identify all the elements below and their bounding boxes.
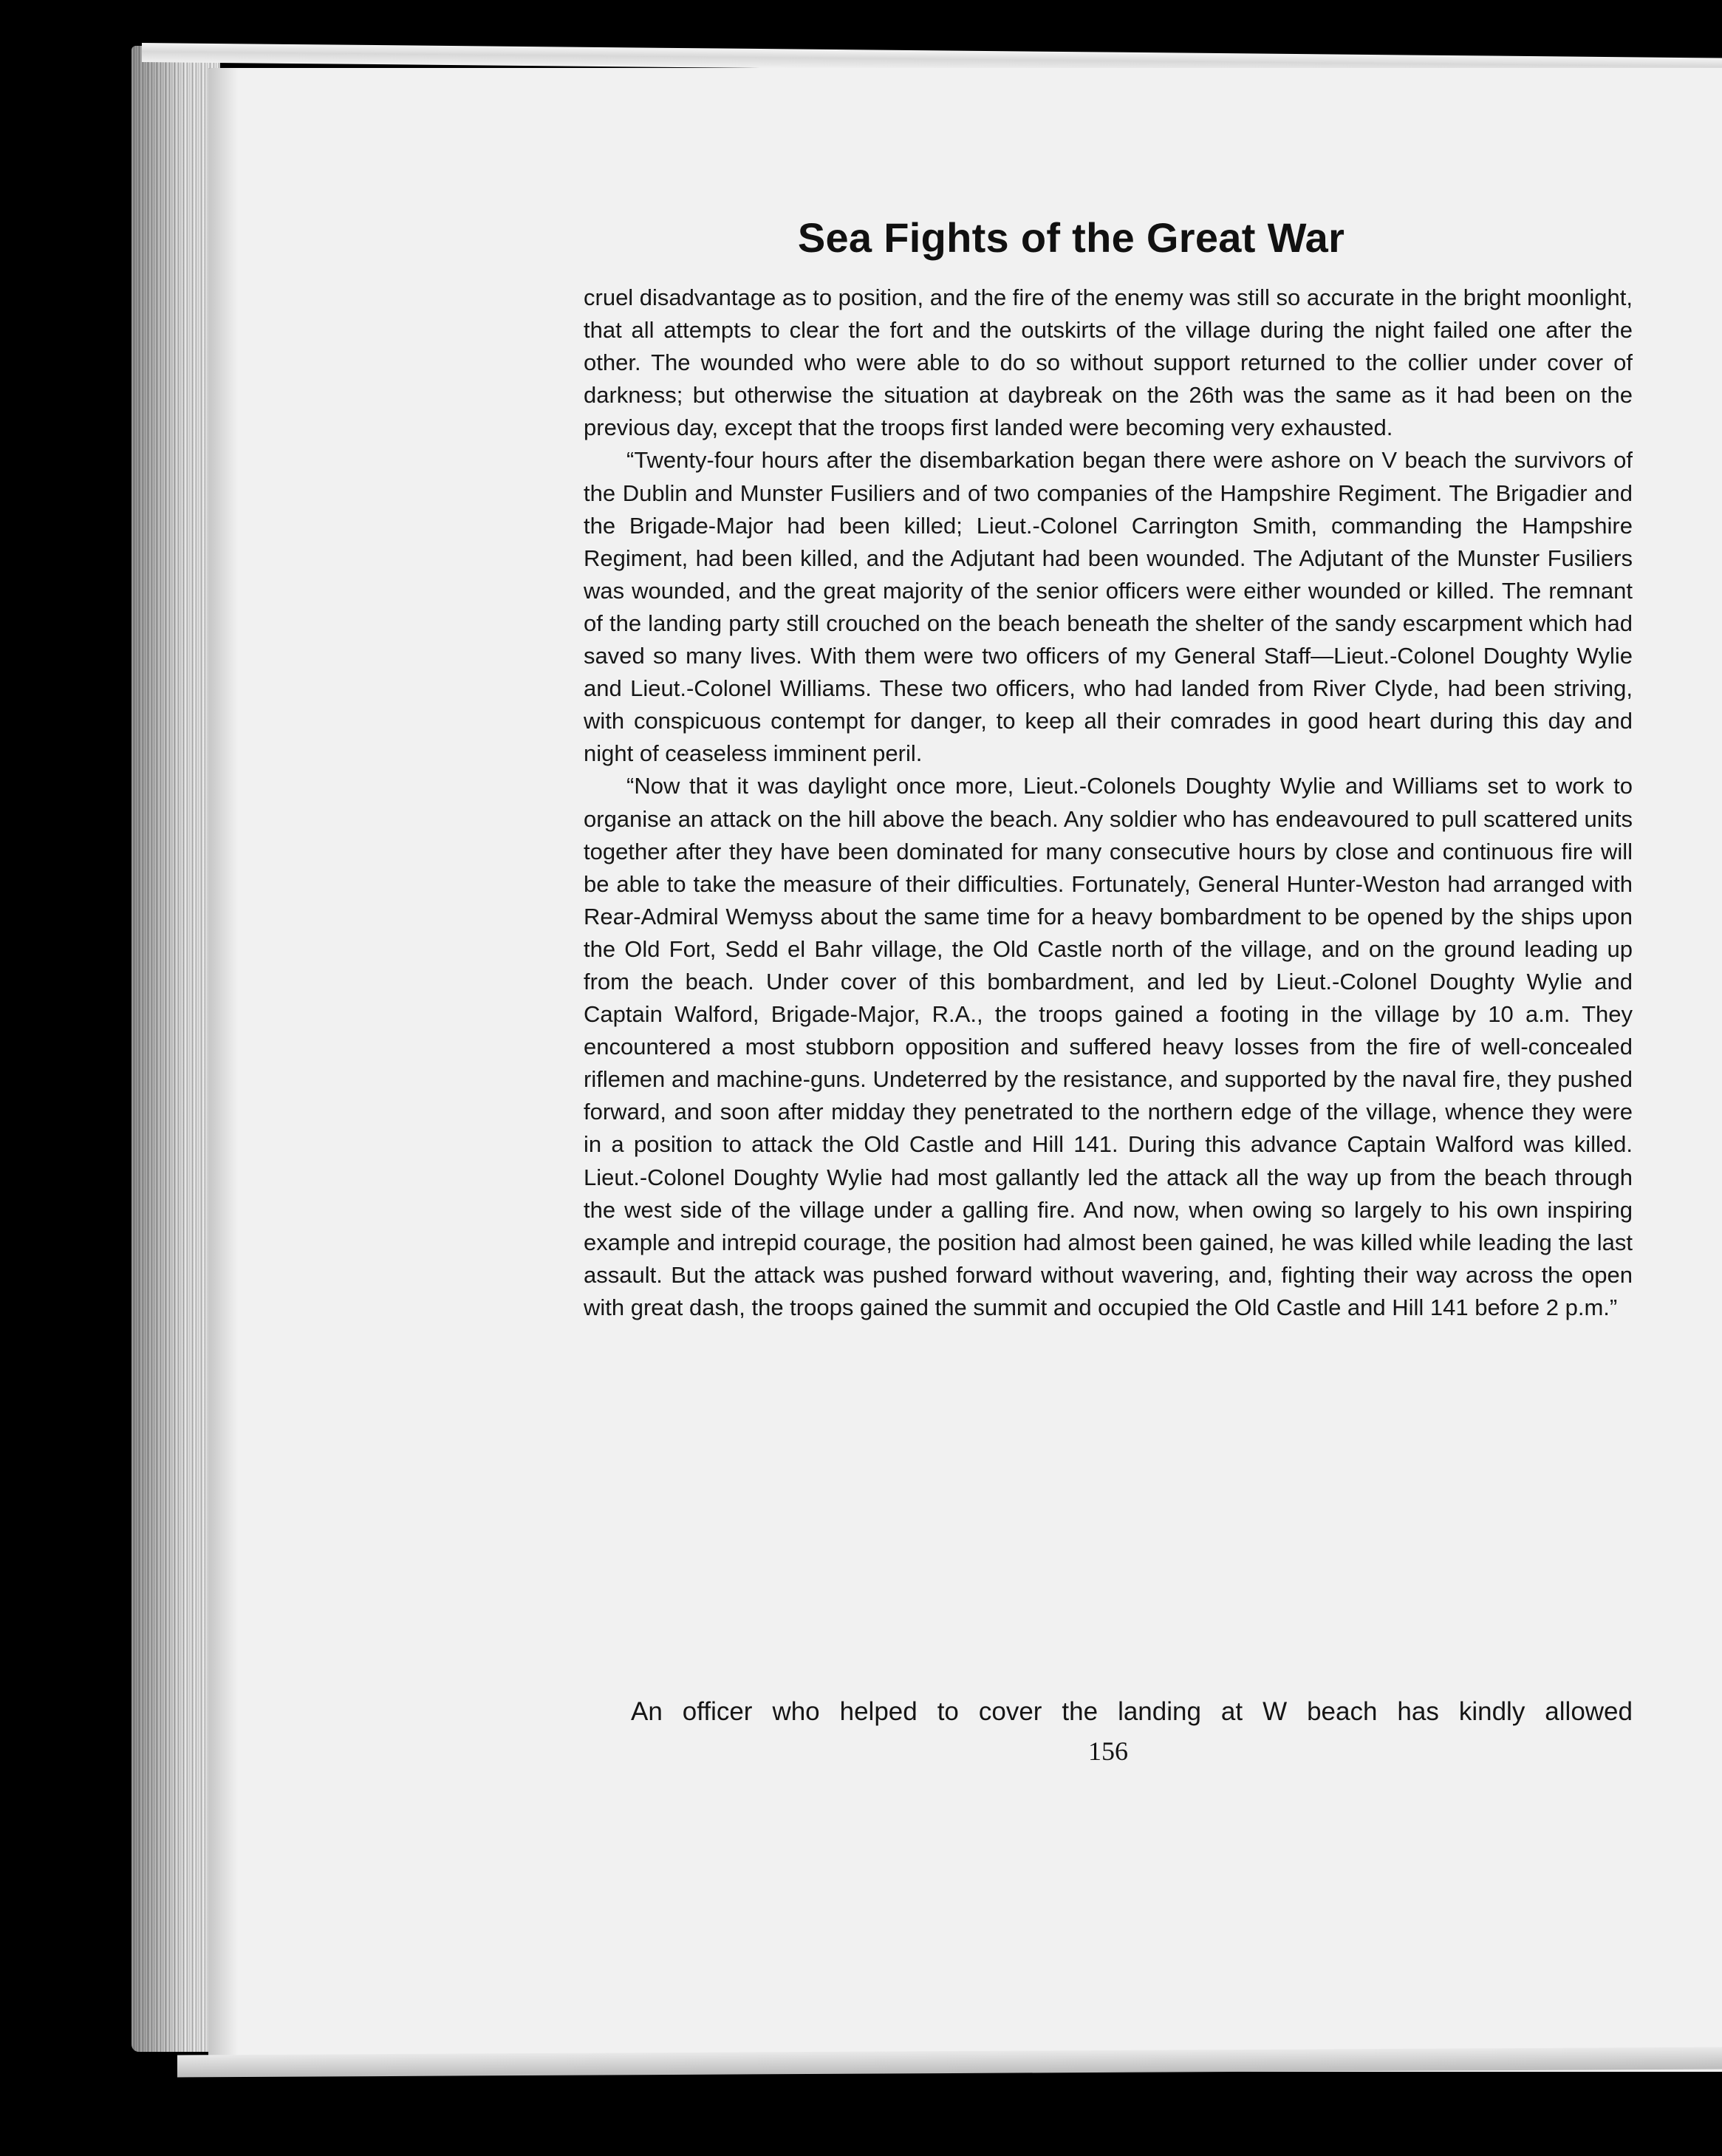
body-text <box>584 282 1633 1324</box>
paragraph-1: cruel disadvantage as to position, and the fire of the enemy was still so accurate in the bright moonlight, that all attempts to clear the fort and the outskirts of the village during the night failed one after the other. The wounded who were able to do so without support returned to the collier under cover of darkness; but otherwise the situation at daybreak on the 26th was the same as it had been on the previous day, except that the troops first landed were becoming very exhausted. <box>584 284 1633 441</box>
page-edges-shadow <box>131 46 220 2052</box>
page-number: 156 <box>1088 1736 1128 1766</box>
running-head: Sea Fights of the Great War <box>797 214 1345 261</box>
continuation-line: An officer who helped to cover the landing at W beach has kindly allowed <box>631 1697 1633 1726</box>
paragraph-3: “Now that it was daylight once more, Lieut.-Colonels Doughty Wylie and Williams set to work to organise an attack on the hill above the beach. Any soldier who has endeavoured to pull scattered units together after they have been dominated for many consecutive hours by close and continuous fire will be able to take the measure of their difficulties. Fortunately, General Hunter-Weston had arranged with Rear-Admiral Wemyss about the same time for a heavy bombardment to be opened by the ships upon the Old Fort, Sedd el Bahr village, the Old Castle north of the village, and on the ground leading up from the beach. Under cover of this bombardment, and led by Lieut.-Colonel Doughty Wylie and Captain Walford, Brigade-Major, R.A., the troops gained a footing in the village by 10 a.m. They encountered a most stubborn opposition and suffered heavy losses from the fire of well-concealed riflemen and machine-guns. Undeterred by the resistance, and supported by the naval fire, they pushed forward, and soon after midday they penetrated to the northern edge of the village, whence they were in a position to attack the Old Castle and Hill 141. During this advance Captain Walford was killed. Lieut.-Colonel Doughty Wylie had most gallantly led the attack all the way up from the beach through the west side of the village under a galling fire. And now, when owing so largely to his own inspiring example and intrepid courage, the position had almost been gained, he was killed while leading the last assault. But the attack was pushed forward without wavering, and, fighting their way across the open with great dash, the troops gained the summit and occupied the Old Castle and Hill 141 before 2 p.m.” <box>584 773 1633 1320</box>
paragraph-2: “Twenty-four hours after the disembarkation began there were ashore on V beach the survivors of the Dublin and Munster Fusiliers and of two companies of the Hampshire Regiment. The Brigadier and the Brigade-Major had been killed; Lieut.-Colonel Carrington Smith, commanding the Hampshire Regiment, had been killed, and the Adjutant had been wounded. The Adjutant of the Munster Fusiliers was wounded, and the great majority of the senior officers were either wounded or killed. The remnant of the landing party still crouched on the beach beneath the shelter of the sandy escarpment which had saved so many lives. With them were two officers of my General Staff—Lieut.-Colonel Doughty Wylie and Lieut.-Colonel Williams. These two officers, who had landed from River Clyde, had been striving, with conspicuous contempt for danger, to keep all their comrades in good heart during this day and night of ceaseless imminent peril. <box>584 447 1633 767</box>
page-gutter-shadow <box>208 68 238 2072</box>
